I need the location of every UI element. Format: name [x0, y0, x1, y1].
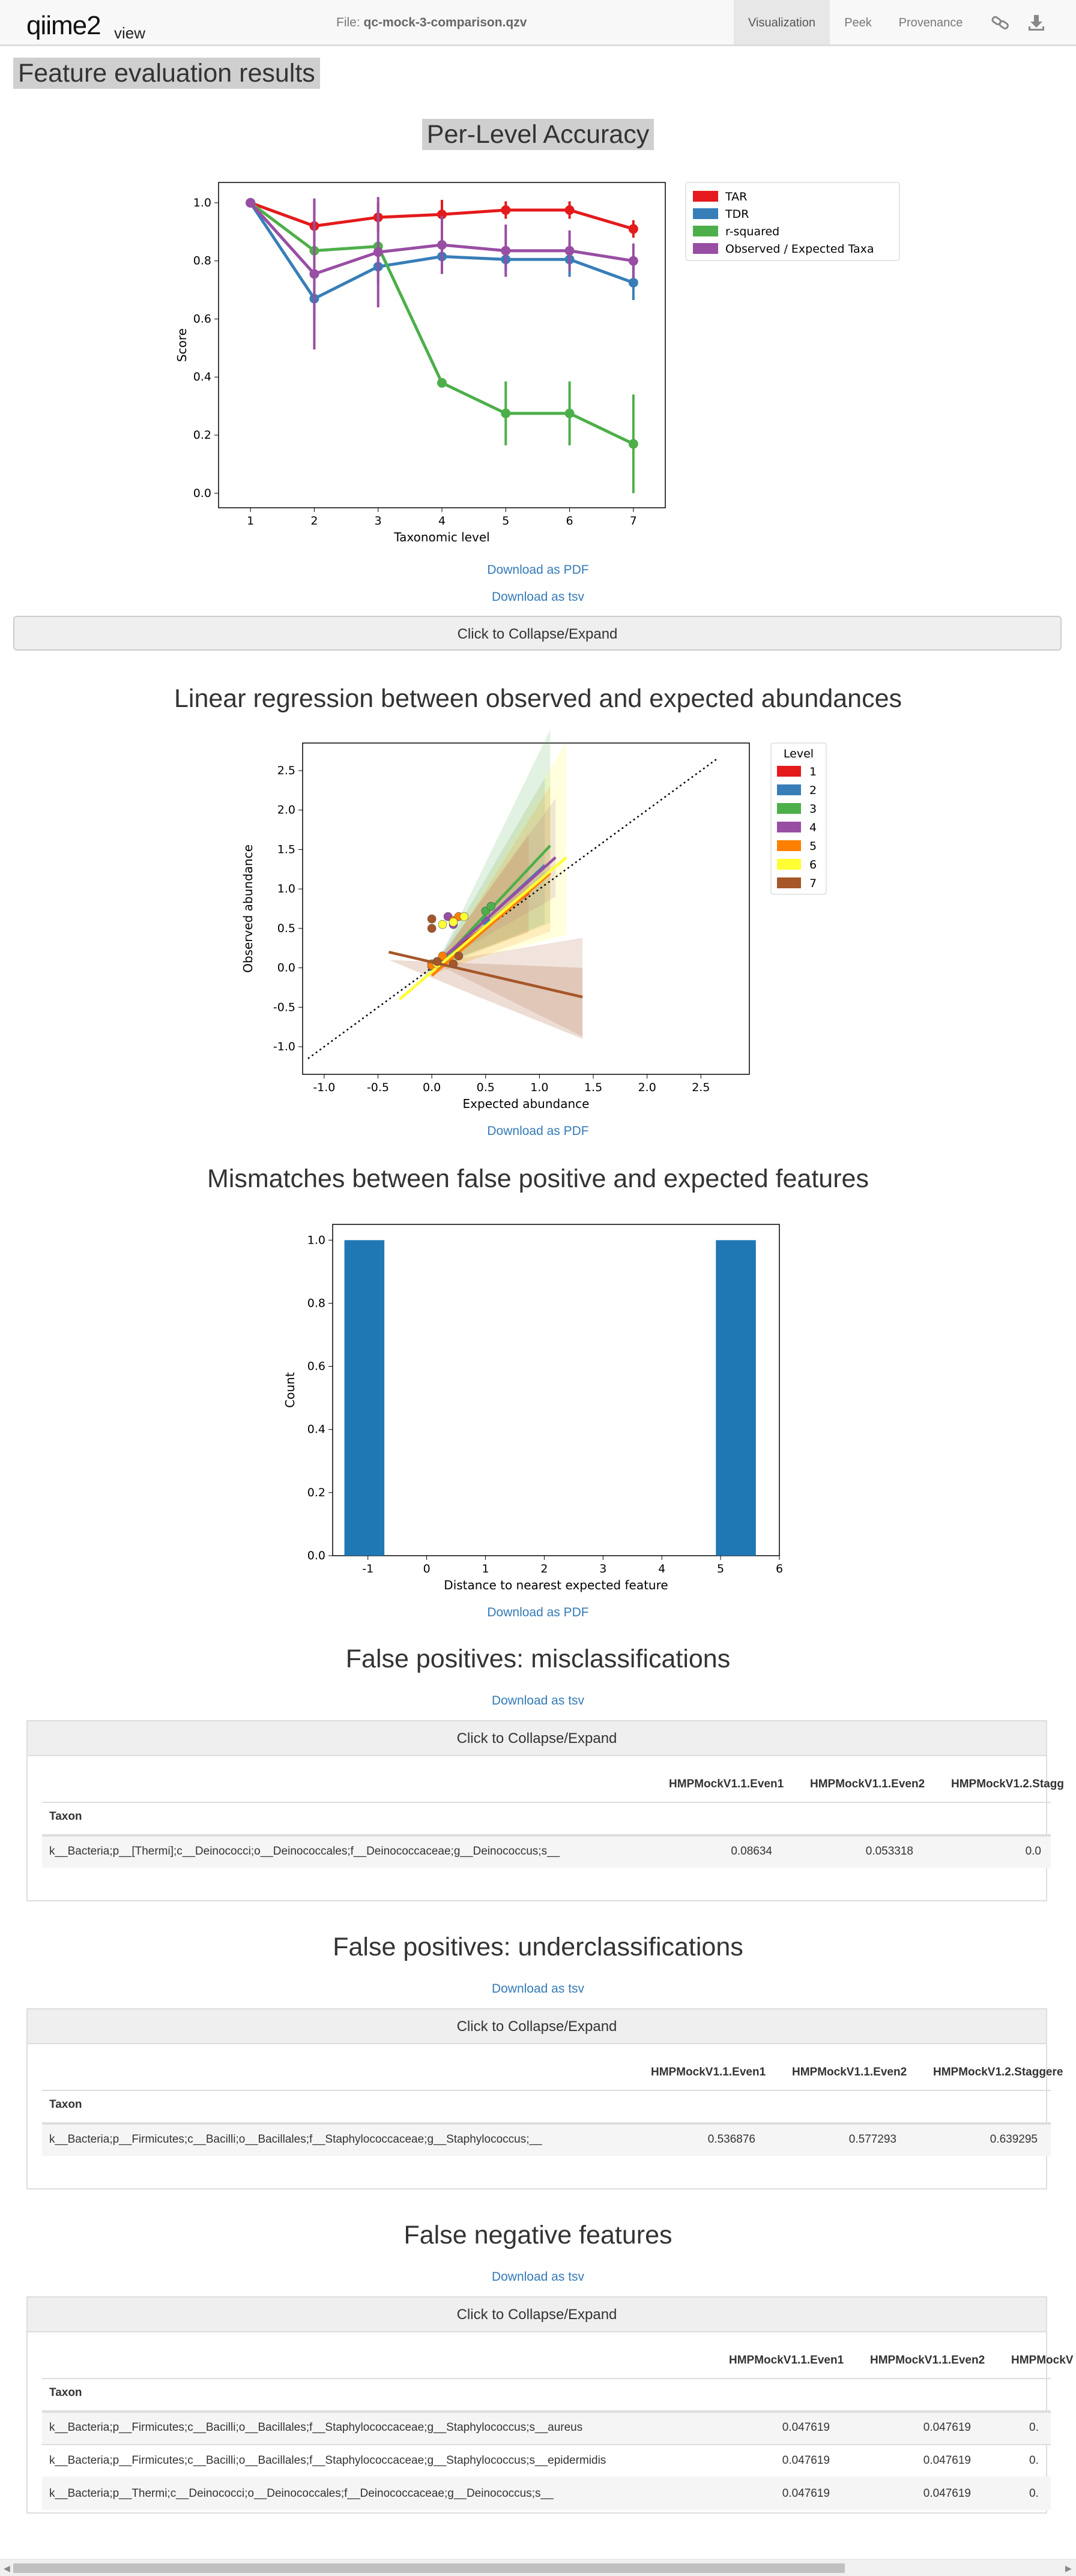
x-tick-label: 2.5 — [692, 1081, 710, 1094]
legend-swatch — [777, 803, 801, 814]
x-tick-label: 1.0 — [530, 1081, 549, 1094]
y-tick-label: 0.2 — [307, 1485, 325, 1499]
collapse-expand-button[interactable]: Click to Collapse/Expand — [28, 2009, 1046, 2044]
download-tsv-link[interactable]: Download as tsv — [491, 1982, 585, 1996]
legend-label: TDR — [725, 208, 749, 221]
y-tick-label: 1.0 — [277, 882, 295, 896]
y-tick-label: 0.0 — [307, 1549, 325, 1562]
download-pdf-link[interactable]: Download as PDF — [487, 1124, 589, 1138]
x-tick-label: 6 — [566, 514, 573, 528]
logo-main-text: qiime2 — [26, 11, 101, 40]
y-tick-label: 0.2 — [193, 429, 211, 442]
x-axis-label: Taxonomic level — [394, 530, 490, 544]
data-point — [565, 205, 575, 215]
scrollbar-thumb[interactable] — [13, 2563, 845, 2573]
row-taxon: k__Bacteria;p__Firmicutes;c__Bacilli;o__Bacillales;f__Staphylococcaceae;g__Staphylococcus;s__aureus — [49, 2421, 583, 2434]
y-axis-label: Score — [175, 328, 189, 363]
mismatch-histogram — [270, 1212, 811, 1602]
y-tick-label: 2.0 — [277, 803, 295, 817]
row-taxon: k__Bacteria;p__Firmicutes;c__Bacilli;o__Bacillales;f__Staphylococcaceae;g__Staphylococcus;__ — [49, 2133, 542, 2146]
histogram-bar — [716, 1240, 756, 1556]
y-tick-label: -0.5 — [273, 1001, 295, 1014]
y-tick-label: 2.5 — [277, 764, 295, 777]
data-point — [501, 246, 510, 256]
column-header[interactable]: HMPMockV1.1.Even1 — [651, 2066, 766, 2078]
y-tick-label: 0.8 — [193, 254, 211, 268]
data-point — [428, 924, 436, 933]
tab-visualization[interactable]: Visualization — [734, 0, 830, 44]
file-name: qc-mock-3-comparison.qzv — [363, 16, 527, 29]
data-point — [501, 409, 510, 418]
column-header[interactable]: HMPMockV1.1.Even1 — [729, 2354, 844, 2367]
qiime2-logo[interactable] — [26, 7, 153, 42]
collapse-expand-button[interactable]: Click to Collapse/Expand — [28, 1721, 1046, 1756]
divider — [42, 2090, 1051, 2091]
x-tick-label: 1 — [247, 514, 255, 528]
per-level-title-text: Per-Level Accuracy — [422, 119, 654, 150]
legend-label: r-squared — [725, 225, 780, 238]
y-tick-label: 1.5 — [277, 843, 295, 856]
cell-value: 0.047619 — [782, 2487, 830, 2500]
y-tick-label: 0.6 — [307, 1359, 325, 1373]
y-tick-label: 0.8 — [307, 1296, 325, 1310]
histogram-bar — [345, 1240, 385, 1556]
regression-chart — [228, 732, 853, 1116]
download-tsv-link[interactable]: Download as tsv — [491, 1694, 585, 1708]
legend-swatch — [693, 191, 718, 202]
data-point — [437, 378, 447, 388]
data-point — [629, 278, 638, 287]
index-header: Taxon — [49, 1810, 82, 1823]
column-header[interactable]: HMPMockV1.1.Even2 — [810, 1778, 925, 1790]
logo-sub-text: view — [114, 24, 146, 42]
legend-swatch — [693, 243, 718, 254]
legend-label: 6 — [809, 858, 817, 871]
x-tick-label: 3 — [374, 514, 382, 528]
per-level-title — [0, 120, 1076, 149]
legend-label: TAR — [725, 190, 748, 203]
column-header[interactable]: HMPMockV1.1.Even1 — [669, 1778, 784, 1790]
x-axis-label: Distance to nearest expected feature — [444, 1578, 668, 1592]
data-point — [309, 269, 319, 278]
data-point — [629, 439, 638, 449]
fp-misclass-title: False positives: misclassifications — [345, 1645, 731, 1673]
column-header[interactable]: HMPMockV1.1.Even2 — [870, 2354, 985, 2367]
tab-provenance[interactable]: Provenance — [898, 16, 963, 29]
page-title-text: Feature evaluation results — [13, 58, 320, 89]
legend-swatch — [777, 877, 801, 888]
data-point — [565, 246, 575, 256]
x-tick-label: 4 — [438, 514, 446, 528]
x-tick-label: 7 — [629, 514, 637, 528]
x-tick-label: -1 — [362, 1562, 374, 1575]
tab-peek[interactable]: Peek — [844, 16, 872, 29]
x-tick-label: 2 — [310, 514, 318, 528]
column-header[interactable]: HMPMockV1.2.Staggere — [933, 2066, 1063, 2078]
legend — [771, 743, 826, 894]
fp-misclass-panel — [26, 1720, 1064, 1901]
data-point — [449, 918, 458, 926]
x-tick-label: -1.0 — [313, 1081, 336, 1094]
legend-swatch — [777, 784, 801, 795]
data-point — [455, 952, 463, 960]
collapse-expand-button[interactable]: Click to Collapse/Expand — [13, 616, 1062, 651]
x-tick-label: -0.5 — [366, 1081, 390, 1094]
y-tick-label: 0.0 — [193, 486, 211, 500]
y-axis-label: Count — [283, 1372, 297, 1408]
cell-value: 0. — [1029, 2454, 1039, 2467]
horizontal-scrollbar[interactable] — [0, 2559, 1076, 2576]
divider — [42, 2378, 1051, 2379]
file-label — [336, 16, 527, 30]
download-icon[interactable] — [1027, 13, 1046, 32]
y-axis-label: Observed abundance — [241, 844, 255, 973]
collapse-expand-button[interactable]: Click to Collapse/Expand — [28, 2298, 1046, 2332]
x-tick-label: 1 — [482, 1562, 489, 1575]
cell-value: 0.047619 — [782, 2421, 830, 2434]
column-header[interactable]: HMPMockV — [1011, 2354, 1074, 2367]
column-header[interactable]: HMPMockV1.1.Even2 — [792, 2066, 907, 2078]
cell-value: 0.047619 — [923, 2421, 971, 2434]
data-point — [246, 198, 255, 208]
data-point — [373, 247, 383, 257]
cell-value: 0. — [1029, 2487, 1039, 2500]
plot-frame — [333, 1224, 779, 1556]
legend-swatch — [777, 822, 801, 832]
mismatch-title: Mismatches between false positive and expected features — [207, 1164, 869, 1193]
x-tick-label: 0 — [423, 1562, 431, 1575]
y-tick-label: -1.0 — [273, 1040, 295, 1053]
download-tsv-link[interactable]: Download as tsv — [491, 2270, 585, 2284]
cell-value: 0.08634 — [731, 1845, 772, 1858]
x-tick-label: 2 — [540, 1562, 548, 1575]
y-tick-label: 0.4 — [193, 370, 211, 384]
download-tsv-link[interactable]: Download as tsv — [491, 590, 585, 604]
divider — [42, 2444, 1051, 2445]
y-tick-label: 0.0 — [277, 961, 295, 975]
legend-label: 1 — [809, 765, 817, 778]
x-tick-label: 0.0 — [423, 1081, 441, 1094]
x-tick-label: 5 — [717, 1562, 725, 1575]
y-tick-label: 0.6 — [193, 312, 211, 326]
x-tick-label: 6 — [775, 1562, 784, 1575]
legend-title: Level — [783, 747, 814, 760]
index-header: Taxon — [49, 2386, 82, 2399]
legend-label: 7 — [809, 877, 817, 890]
cell-value: 0.047619 — [923, 2454, 971, 2467]
cell-value: 0.047619 — [782, 2454, 830, 2467]
x-tick-label: 5 — [502, 514, 510, 528]
link-icon[interactable] — [991, 13, 1010, 32]
divider — [42, 1802, 1051, 1803]
data-point — [460, 912, 468, 921]
fp-underclass-panel — [26, 2008, 1063, 2189]
row-taxon: k__Bacteria;p__Thermi;c__Deinococci;o__Deinococcales;f__Deinococcaceae;g__Deinococcus;s__ — [49, 2487, 554, 2500]
row-taxon: k__Bacteria;p__[Thermi];c__Deinococci;o__Deinococcales;f__Deinococcaceae;g__Deinococcus;s__ — [49, 1845, 560, 1858]
cell-value: 0.047619 — [923, 2487, 971, 2500]
x-tick-label: 3 — [599, 1562, 607, 1575]
x-tick-label: 0.5 — [476, 1081, 495, 1094]
download-pdf-link[interactable]: Download as PDF — [487, 563, 589, 577]
cell-value: 0.0 — [1025, 1845, 1041, 1858]
data-point — [565, 409, 575, 418]
per-level-accuracy-chart — [168, 174, 913, 558]
data-point — [437, 240, 447, 250]
download-pdf-link[interactable]: Download as PDF — [487, 1605, 589, 1619]
legend-swatch — [777, 859, 801, 870]
row-taxon: k__Bacteria;p__Firmicutes;c__Bacilli;o__Bacillales;f__Staphylococcaceae;g__Staphylococcus;s__epidermidis — [49, 2454, 606, 2467]
file-prefix: File: — [336, 16, 360, 29]
y-tick-label: 1.0 — [193, 196, 211, 209]
legend-label: 3 — [809, 802, 817, 816]
data-point — [433, 957, 441, 966]
data-point — [629, 224, 638, 233]
data-point — [428, 915, 436, 923]
scroll-right-icon[interactable]: ▶ — [1065, 2563, 1072, 2573]
column-header[interactable]: HMPMockV1.2.Stagg — [951, 1778, 1064, 1790]
fp-underclass-title: False positives: underclassifications — [333, 1933, 743, 1961]
index-header: Taxon — [49, 2098, 82, 2111]
data-point — [438, 920, 447, 928]
legend-label: 2 — [809, 784, 817, 797]
data-point — [449, 960, 458, 968]
y-tick-label: 0.4 — [307, 1422, 325, 1436]
page-title — [13, 59, 320, 88]
fn-title: False negative features — [404, 2221, 672, 2249]
cell-value: 0.577293 — [848, 2133, 896, 2146]
cell-value: 0. — [1029, 2421, 1039, 2434]
legend-swatch — [777, 840, 801, 851]
legend-swatch — [693, 226, 718, 236]
cell-value: 0.639295 — [990, 2133, 1038, 2146]
legend-label: 5 — [809, 840, 817, 853]
data-point — [629, 256, 638, 266]
y-tick-label: 1.0 — [307, 1233, 325, 1247]
x-tick-label: 1.5 — [584, 1081, 603, 1094]
legend-label: Observed / Expected Taxa — [725, 242, 874, 256]
data-point — [501, 205, 510, 215]
top-navbar — [0, 0, 1076, 46]
legend-swatch — [777, 766, 801, 777]
cell-value: 0.536876 — [707, 2133, 755, 2146]
x-tick-label: 2.0 — [638, 1081, 656, 1094]
x-tick-label: 4 — [658, 1562, 666, 1575]
scroll-left-icon[interactable]: ◀ — [4, 2563, 10, 2573]
x-axis-label: Expected abundance — [462, 1097, 590, 1111]
fn-panel — [26, 2296, 1074, 2514]
cell-value: 0.053318 — [865, 1845, 913, 1858]
regression-title: Linear regression between observed and expected abundances — [174, 684, 902, 713]
legend-label: 4 — [809, 821, 817, 834]
y-tick-label: 0.5 — [277, 921, 295, 935]
data-point — [487, 902, 495, 910]
legend-swatch — [693, 208, 718, 219]
